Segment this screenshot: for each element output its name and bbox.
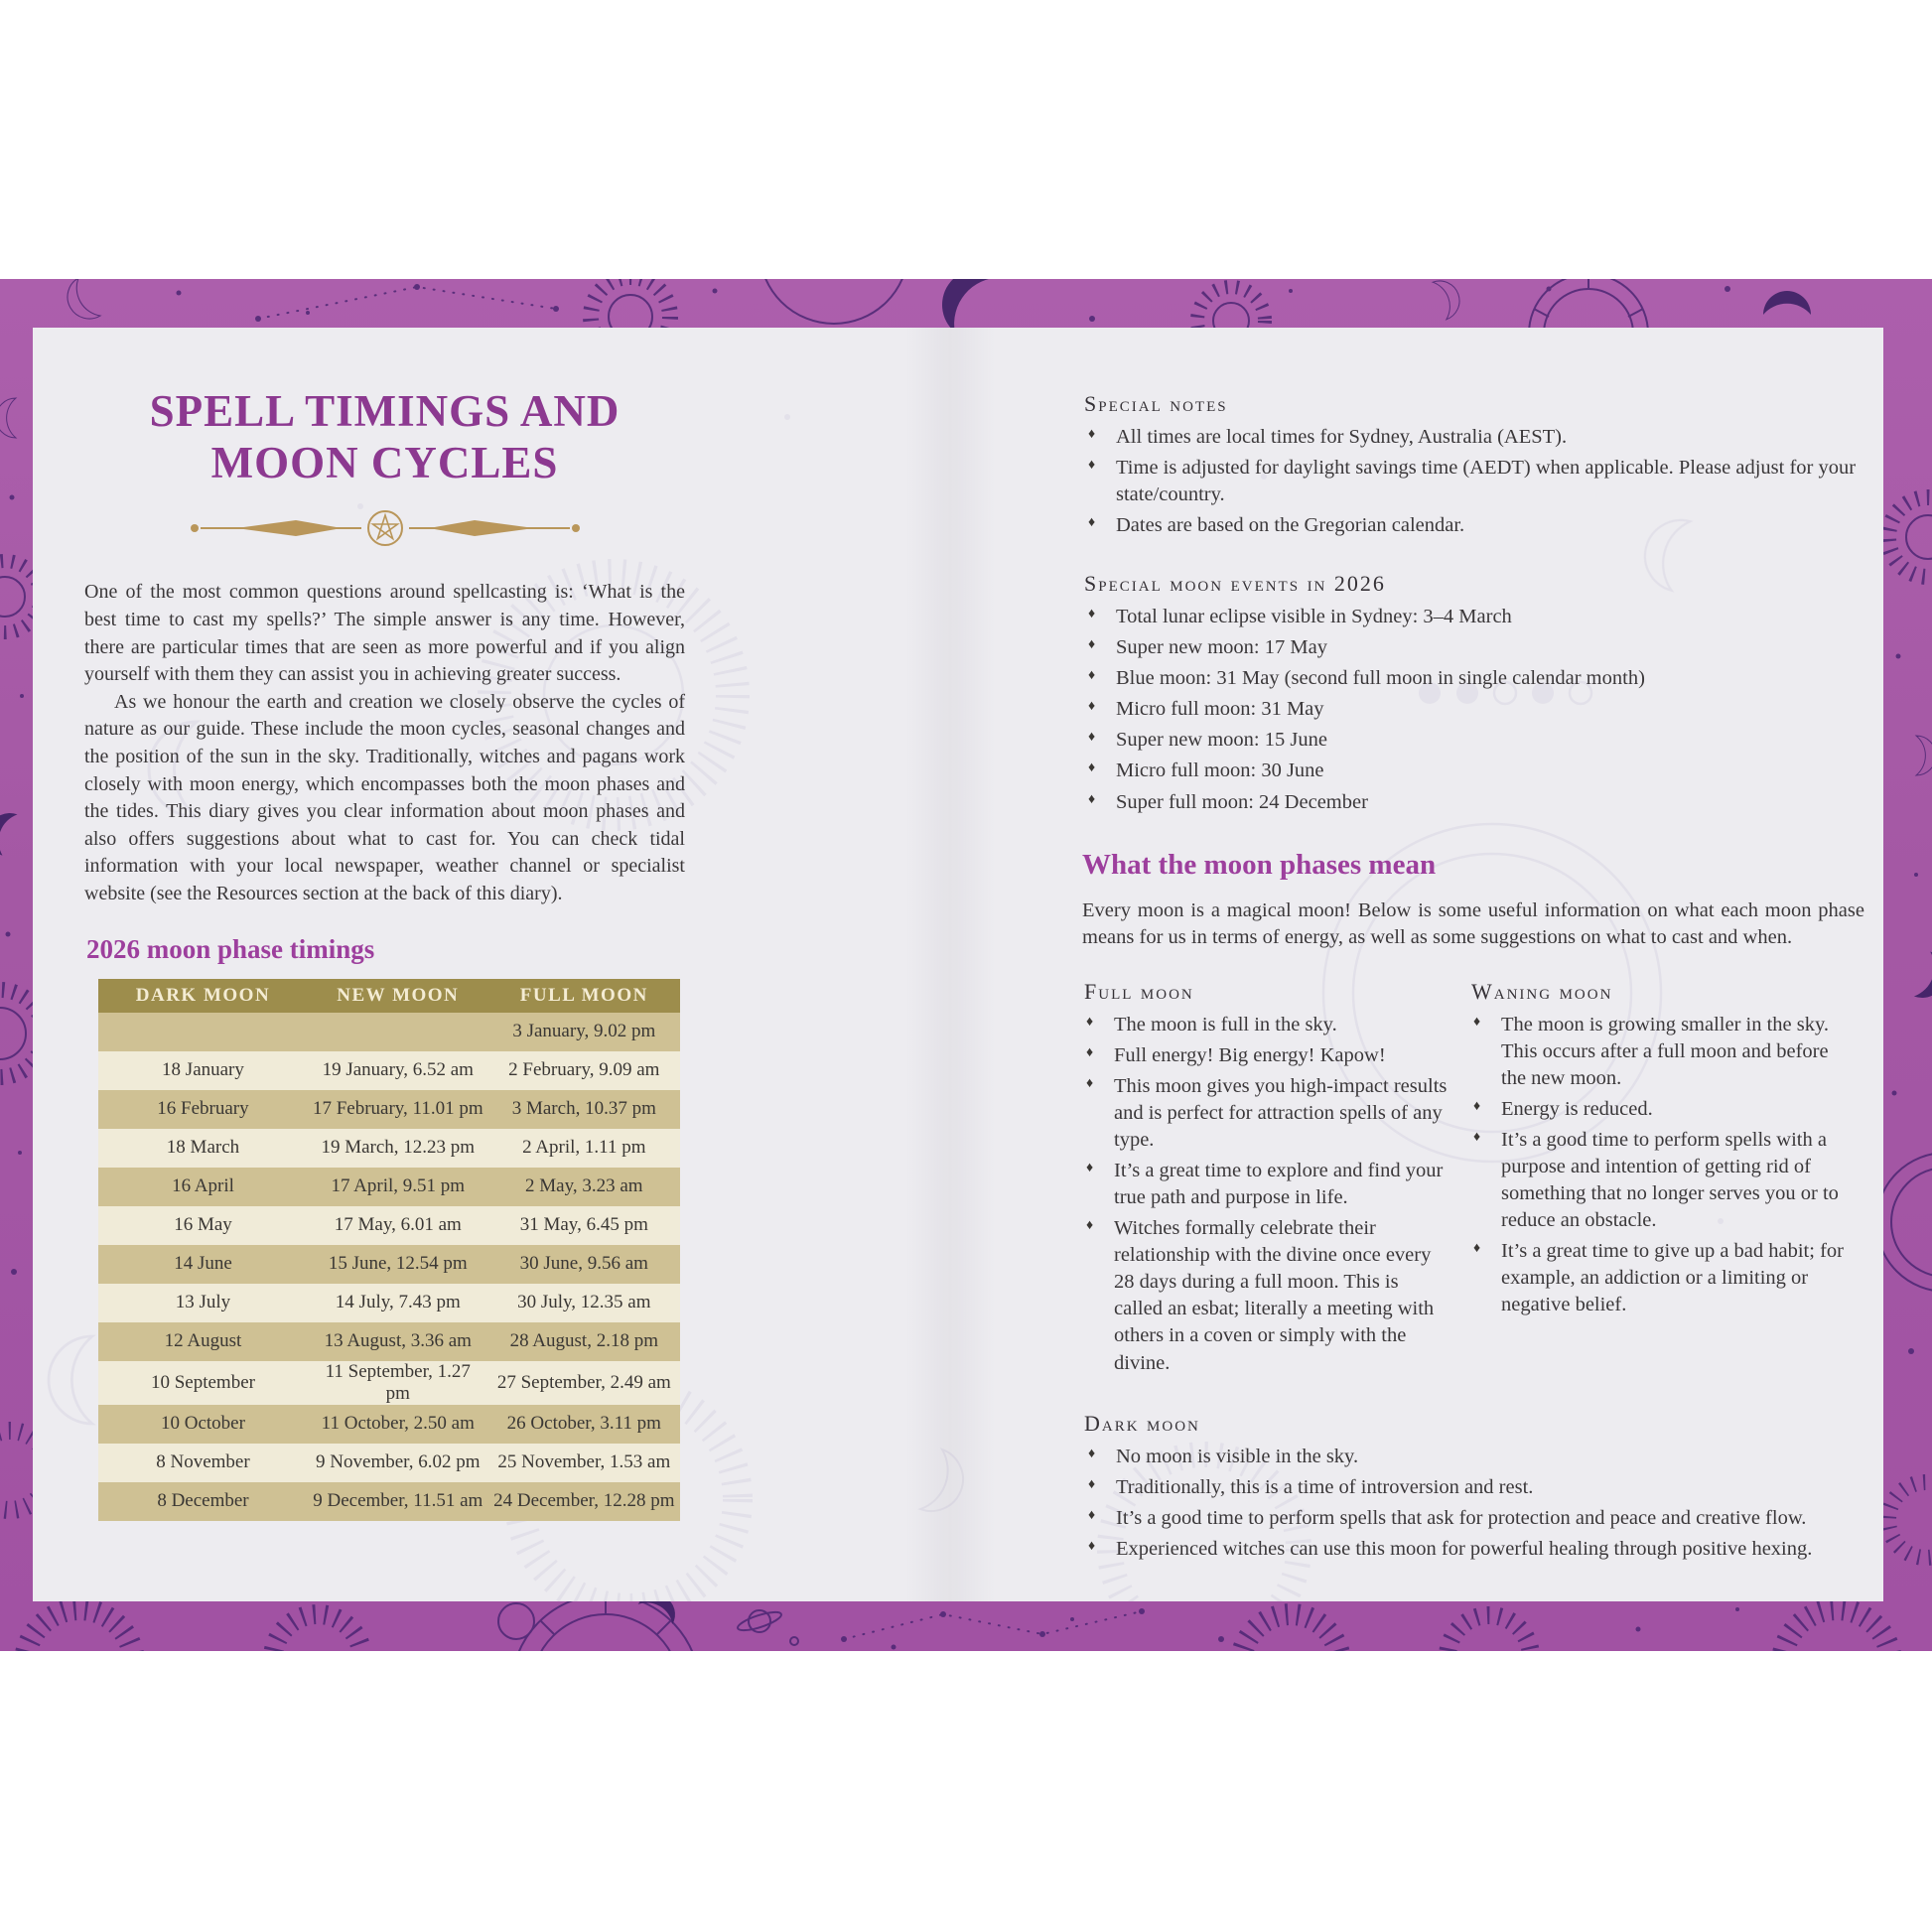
diamond-bullet-icon: ♦: [1088, 1507, 1096, 1523]
diamond-bullet-icon: ♦: [1473, 1130, 1481, 1146]
column-header-full-moon: FULL MOON: [488, 979, 680, 1013]
table-cell: 15 June, 12.54 pm: [308, 1245, 488, 1284]
list-item: [1088, 665, 1864, 692]
pentagram-ornament: [167, 504, 604, 552]
table-row: [98, 1444, 680, 1482]
crescent-moon-icon: [1916, 736, 1932, 775]
phases-intro: Every moon is a magical moon! Below is some useful information on what each moon phase means for us in terms of energy, as well as some suggestions on what to cast and when.: [1082, 898, 1864, 948]
diamond-bullet-icon: ♦: [1086, 1218, 1094, 1234]
list-item-text: The moon is full in the sky.: [1114, 1013, 1337, 1035]
list-item-text: Micro full moon: 31 May: [1116, 698, 1324, 721]
list-item: [1473, 1012, 1857, 1092]
diamond-bullet-icon: ♦: [1088, 1538, 1096, 1554]
ray-burst: [273, 1614, 362, 1651]
list-item-text: All times are local times for Sydney, Australia (AEST).: [1116, 426, 1568, 449]
table-cell: 14 June: [98, 1245, 308, 1284]
phase-columns: [1082, 977, 1864, 1381]
list-item: [1088, 604, 1864, 630]
list-item-text: Energy is reduced.: [1501, 1098, 1653, 1121]
list-item: [1473, 1238, 1857, 1318]
list-item-text: Experienced witches can use this moon for powerful healing through positive hexing.: [1116, 1537, 1813, 1560]
list-item: [1086, 1012, 1451, 1038]
table-row: [98, 1322, 680, 1361]
table-row: [98, 1090, 680, 1129]
constellation-line: [844, 1611, 1142, 1639]
table-cell: 31 May, 6.45 pm: [488, 1206, 680, 1245]
list-item-text: Time is adjusted for daylight savings time (AEDT) when applicable. Please adjust for your state/country.: [1116, 457, 1857, 506]
list-item: [1088, 1505, 1864, 1532]
constellation-line: [258, 287, 556, 319]
diamond-bullet-icon: ♦: [1088, 515, 1096, 531]
list-item-text: Total lunar eclipse visible in Sydney: 3–4 March: [1116, 606, 1512, 628]
crescent-moon-icon: [1914, 951, 1932, 1004]
crescent-moon-icon: [60, 279, 100, 327]
crescent-moon-icon: [0, 398, 16, 438]
table-cell: 10 October: [98, 1405, 308, 1444]
diamond-bullet-icon: ♦: [1088, 1476, 1096, 1492]
table-row: [98, 1482, 680, 1521]
dark-moon-section: [1082, 1409, 1864, 1563]
table-cell: 16 April: [98, 1168, 308, 1206]
right-page: [1082, 389, 1864, 1592]
diamond-bullet-icon: ♦: [1088, 760, 1096, 776]
diamond-bullet-icon: ♦: [1088, 791, 1096, 807]
ray-burst: [1241, 1614, 1340, 1651]
dark-moon-heading: Dark moon: [1084, 1410, 1200, 1436]
list-item-text: No moon is visible in the sky.: [1116, 1445, 1359, 1467]
table-cell: 8 December: [98, 1482, 308, 1521]
table-cell: 2 May, 3.23 am: [488, 1168, 680, 1206]
table-cell: [98, 1013, 308, 1051]
diamond-bullet-icon: ♦: [1088, 1446, 1096, 1461]
list-item: [1088, 758, 1864, 784]
list-item: [1086, 1215, 1451, 1376]
list-item: [1088, 1536, 1864, 1563]
ray-burst: [1448, 1615, 1531, 1651]
table-cell: 8 November: [98, 1444, 308, 1482]
list-item: [1086, 1042, 1451, 1069]
diamond-bullet-icon: ♦: [1088, 637, 1096, 653]
table-row: [98, 1405, 680, 1444]
page-title-line1: SPELL TIMINGS AND: [149, 386, 621, 436]
table-cell: 3 January, 9.02 pm: [488, 1013, 680, 1051]
table-cell: 9 November, 6.02 pm: [308, 1444, 488, 1482]
diamond-bullet-icon: ♦: [1086, 1076, 1094, 1092]
list-item-text: Micro full moon: 30 June: [1116, 759, 1324, 782]
list-item: [1088, 696, 1864, 723]
list-item: [1473, 1096, 1857, 1123]
page-gutter: [905, 328, 995, 1601]
table-row: [98, 1129, 680, 1168]
list-item-text: It’s a great time to explore and find your true path and purpose in life.: [1114, 1160, 1444, 1209]
intro-text: [84, 579, 685, 907]
table-cell: 14 July, 7.43 pm: [308, 1284, 488, 1322]
crescent-moon-icon: [927, 279, 1001, 333]
list-item: [1088, 634, 1864, 661]
table-row: [98, 1284, 680, 1322]
list-item: [1086, 1073, 1451, 1154]
sun-icon: [1888, 497, 1932, 577]
list-item-text: Dates are based on the Gregorian calendar.: [1116, 514, 1465, 537]
zodiac-wheel: [511, 1594, 700, 1651]
special-moon-events-section: [1082, 569, 1864, 815]
pentagram-icon: [372, 515, 397, 539]
ornament-wrap: [84, 504, 685, 557]
table-cell: 30 June, 9.56 am: [488, 1245, 680, 1284]
table-row: [98, 1013, 680, 1051]
table-cell: 11 September, 1.27 pm: [308, 1361, 488, 1405]
table-row: [98, 1206, 680, 1245]
diamond-bullet-icon: ♦: [1086, 1161, 1094, 1176]
table-cell: 10 September: [98, 1361, 308, 1405]
table-cell: 17 May, 6.01 am: [308, 1206, 488, 1245]
table-row: [98, 1245, 680, 1284]
list-item: [1088, 789, 1864, 816]
list-item: [1088, 727, 1864, 754]
table-row: [98, 1361, 680, 1405]
list-item-text: It’s a good time to perform spells with a purpose and intention of getting rid of something that no longer serves you or to reduce an obstacle.: [1501, 1129, 1839, 1232]
waning-moon-column: [1469, 977, 1857, 1381]
table-cell: 26 October, 3.11 pm: [488, 1405, 680, 1444]
list-item-text: Super new moon: 17 May: [1116, 636, 1327, 659]
column-header-dark-moon: DARK MOON: [98, 979, 308, 1013]
special-notes-section: [1082, 389, 1864, 539]
table-cell: 16 February: [98, 1090, 308, 1129]
full-moon-column: [1082, 977, 1451, 1381]
table-cell: [308, 1013, 488, 1051]
list-item-text: Witches formally celebrate their relationship with the divine once every 28 days during a full moon. This is called an esbat; literally a meeting with others in a coven or simply with the divine.: [1114, 1217, 1435, 1374]
table-cell: 28 August, 2.18 pm: [488, 1322, 680, 1361]
list-item-text: Traditionally, this is a time of introversion and rest.: [1116, 1475, 1534, 1498]
list-item: [1473, 1127, 1857, 1234]
full-moon-heading: Full moon: [1084, 978, 1194, 1004]
page-title: [84, 385, 685, 488]
diamond-bullet-icon: ♦: [1088, 730, 1096, 746]
crescent-moon-icon: [1763, 291, 1811, 315]
diamond-bullet-icon: ♦: [1088, 427, 1096, 443]
table-cell: 11 October, 2.50 am: [308, 1405, 488, 1444]
table-cell: 19 March, 12.23 pm: [308, 1129, 488, 1168]
table-cell: 17 April, 9.51 pm: [308, 1168, 488, 1206]
saturn-icon: [736, 1608, 798, 1645]
crescent-moon-icon: [1433, 279, 1464, 320]
diamond-bullet-icon: ♦: [1086, 1014, 1094, 1030]
table-header-row: [98, 979, 680, 1013]
list-item-text: The moon is growing smaller in the sky. This occurs after a full moon and before the new moon.: [1501, 1013, 1830, 1090]
page-title-line2: MOON CYCLES: [210, 438, 559, 488]
diamond-bullet-icon: ♦: [1088, 699, 1096, 715]
diamond-bullet-icon: ♦: [1473, 1241, 1481, 1257]
column-header-new-moon: NEW MOON: [308, 979, 488, 1013]
zodiac-arc: [759, 279, 908, 324]
table-cell: 3 March, 10.37 pm: [488, 1090, 680, 1129]
moon-phase-table: [98, 979, 680, 1521]
list-item-text: It’s a great time to give up a bad habit; for example, an addiction or a limiting or negative belief.: [1501, 1240, 1844, 1316]
table-heading: 2026 moon phase timings: [86, 933, 375, 964]
list-item: [1086, 1158, 1451, 1211]
table-cell: 30 July, 12.35 am: [488, 1284, 680, 1322]
special-notes-heading: Special notes: [1084, 391, 1228, 416]
diamond-bullet-icon: ♦: [1473, 1014, 1481, 1030]
intro-paragraph-2: As we honour the earth and creation we closely observe the cycles of nature as our guide. These include the moon cycles, seasonal changes and the position of the sun in the sky. Traditionally, witches and pagans work closely with moon energy, which encompasses both the moon phases and the tides. This diary gives you clear information about moon phases and also offers suggestions about what to cast for. You can check tidal information with your local newspaper, weather channel or specialist website (see the Resources section at the back of this diary).: [84, 690, 685, 904]
table-cell: 16 May: [98, 1206, 308, 1245]
diamond-bullet-icon: ♦: [1088, 668, 1096, 684]
ray-burst: [1888, 1482, 1932, 1558]
list-item-text: It’s a good time to perform spells that ask for protection and peace and creative flow.: [1116, 1506, 1807, 1529]
table-cell: 27 September, 2.49 am: [488, 1361, 680, 1405]
table-cell: 17 February, 11.01 pm: [308, 1090, 488, 1129]
sun-icon: [498, 1603, 534, 1639]
table-cell: 19 January, 6.52 am: [308, 1051, 488, 1090]
left-page: [84, 385, 685, 1521]
table-cell: 13 August, 3.36 am: [308, 1322, 488, 1361]
list-item: [1088, 512, 1864, 539]
list-item: [1088, 424, 1864, 451]
table-cell: 18 January: [98, 1051, 308, 1090]
diamond-bullet-icon: ♦: [1088, 607, 1096, 622]
list-item-text: This moon gives you high-impact results and is perfect for attraction spells of any type.: [1114, 1075, 1448, 1152]
table-row: [98, 1168, 680, 1206]
crescent-moon-icon: [0, 807, 18, 856]
table-cell: 18 March: [98, 1129, 308, 1168]
list-item: [1088, 455, 1864, 508]
ray-burst: [1782, 1609, 1891, 1651]
diamond-bullet-icon: ♦: [1473, 1099, 1481, 1115]
list-item: [1088, 1444, 1864, 1470]
table-cell: 24 December, 12.28 pm: [488, 1482, 680, 1521]
list-item-text: Blue moon: 31 May (second full moon in single calendar month): [1116, 667, 1645, 690]
intro-paragraph-1: One of the most common questions around spellcasting is: ‘What is the best time to cast my spells?’ The simple answer is any time. However, there are particular times that are seen as more powerful and if you align yourself with them they can assist you in achieving greater success.: [84, 581, 685, 686]
phases-heading: What the moon phases mean: [1082, 848, 1437, 881]
diamond-bullet-icon: ♦: [1088, 458, 1096, 474]
table-cell: 9 December, 11.51 am: [308, 1482, 488, 1521]
table-row: [98, 1051, 680, 1090]
waning-moon-heading: Waning moon: [1471, 978, 1613, 1004]
special-moon-events-heading: Special moon events in 2026: [1084, 571, 1386, 597]
list-item-text: Full energy! Big energy! Kapow!: [1114, 1044, 1386, 1067]
ray-burst: [25, 1609, 134, 1651]
diamond-bullet-icon: ♦: [1086, 1045, 1094, 1061]
list-item-text: Super full moon: 24 December: [1116, 790, 1368, 813]
table-cell: 25 November, 1.53 am: [488, 1444, 680, 1482]
table-cell: 13 July: [98, 1284, 308, 1322]
zodiac-wheel: [1876, 1153, 1932, 1292]
list-item: [1088, 1474, 1864, 1501]
table-cell: 12 August: [98, 1322, 308, 1361]
table-cell: 2 April, 1.11 pm: [488, 1129, 680, 1168]
list-item-text: Super new moon: 15 June: [1116, 729, 1327, 752]
table-cell: 2 February, 9.09 am: [488, 1051, 680, 1090]
